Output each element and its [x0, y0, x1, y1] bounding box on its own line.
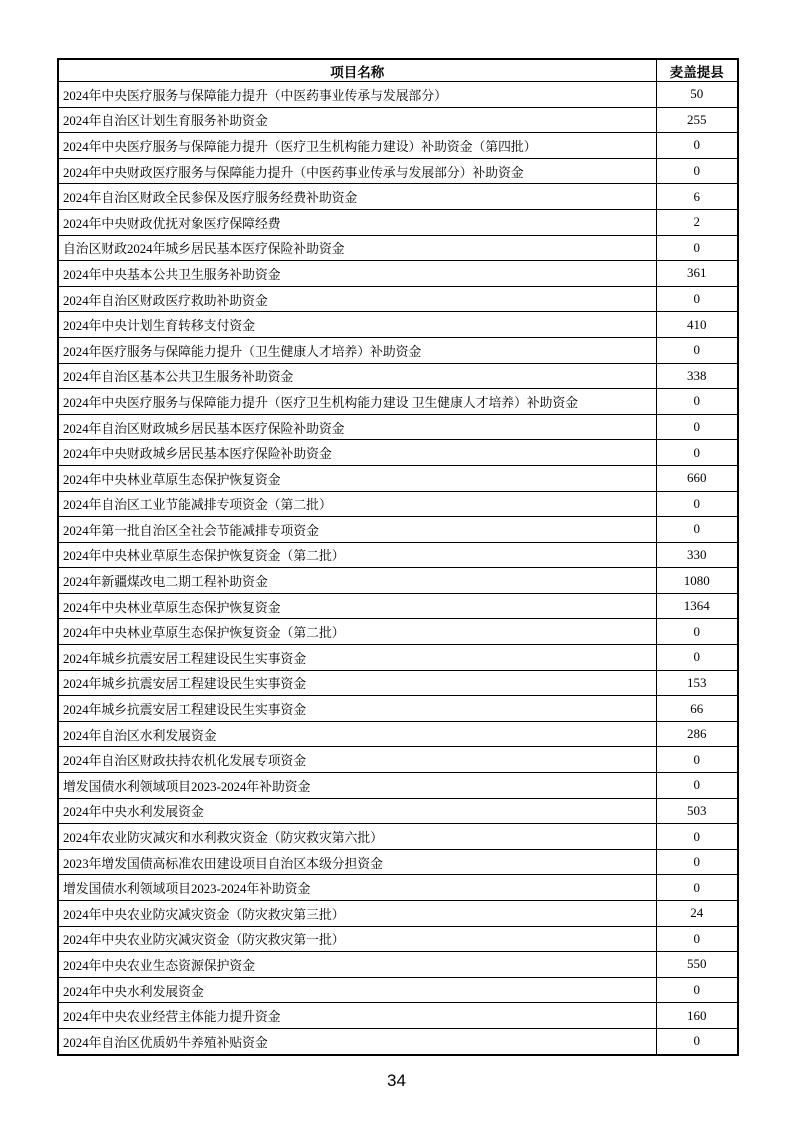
project-name-cell: 2024年自治区财政扶持农机化发展专项资金	[58, 747, 656, 773]
table-row	[58, 952, 738, 978]
table-row	[58, 440, 738, 466]
table-row	[58, 593, 738, 619]
table-row	[58, 798, 738, 824]
table-row	[58, 184, 738, 210]
table-row	[58, 747, 738, 773]
amount-cell: 330	[656, 542, 738, 568]
page-number: 34	[387, 1071, 406, 1090]
project-name-cell: 2024年中央林业草原生态保护恢复资金（第二批）	[58, 542, 656, 568]
table-row	[58, 491, 738, 517]
amount-cell: 0	[656, 133, 738, 159]
table-header-row	[58, 59, 738, 82]
table-row	[58, 977, 738, 1003]
project-name-cell: 自治区财政2024年城乡居民基本医疗保险补助资金	[58, 235, 656, 261]
amount-cell: 361	[656, 261, 738, 287]
project-name-cell: 2024年自治区计划生育服务补助资金	[58, 107, 656, 133]
project-name-cell: 2024年新疆煤改电二期工程补助资金	[58, 568, 656, 594]
project-name-cell: 2024年中央农业经营主体能力提升资金	[58, 1003, 656, 1029]
project-name-cell: 2024年中央农业生态资源保护资金	[58, 952, 656, 978]
table-row	[58, 849, 738, 875]
table-row	[58, 670, 738, 696]
project-name-cell: 2024年中央财政医疗服务与保障能力提升（中医药事业传承与发展部分）补助资金	[58, 158, 656, 184]
amount-cell: 0	[656, 491, 738, 517]
amount-cell: 0	[656, 645, 738, 671]
column-header-county: 麦盖提县	[656, 59, 738, 82]
project-name-cell: 2024年自治区优质奶牛养殖补贴资金	[58, 1028, 656, 1054]
amount-cell: 0	[656, 619, 738, 645]
amount-cell: 338	[656, 363, 738, 389]
project-name-cell: 2024年城乡抗震安居工程建设民生实事资金	[58, 645, 656, 671]
project-name-cell: 2024年自治区财政医疗救助补助资金	[58, 286, 656, 312]
amount-cell: 0	[656, 977, 738, 1003]
table-row	[58, 235, 738, 261]
project-name-cell: 2024年中央林业草原生态保护恢复资金（第二批）	[58, 619, 656, 645]
table-row	[58, 696, 738, 722]
table-row	[58, 389, 738, 415]
project-name-cell: 2024年农业防灾减灾和水利救灾资金（防灾救灾第六批）	[58, 824, 656, 850]
table-row	[58, 721, 738, 747]
amount-cell: 0	[656, 926, 738, 952]
project-name-cell: 2024年中央财政优抚对象医疗保障经费	[58, 209, 656, 235]
amount-cell: 0	[656, 773, 738, 799]
amount-cell: 2	[656, 209, 738, 235]
project-name-cell: 2024年中央医疗服务与保障能力提升（中医药事业传承与发展部分）	[58, 82, 656, 108]
amount-cell: 0	[656, 747, 738, 773]
amount-cell: 410	[656, 312, 738, 338]
table-row	[58, 824, 738, 850]
column-header-project-name: 项目名称	[58, 59, 656, 82]
table-row	[58, 414, 738, 440]
table-row	[58, 107, 738, 133]
amount-cell: 0	[656, 517, 738, 543]
amount-cell: 0	[656, 337, 738, 363]
table-row	[58, 773, 738, 799]
amount-cell: 0	[656, 235, 738, 261]
project-name-cell: 2024年中央财政城乡居民基本医疗保险补助资金	[58, 440, 656, 466]
project-name-cell: 2024年自治区财政全民参保及医疗服务经费补助资金	[58, 184, 656, 210]
table-row	[58, 261, 738, 287]
project-name-cell: 2024年城乡抗震安居工程建设民生实事资金	[58, 696, 656, 722]
table-row	[58, 133, 738, 159]
table-row	[58, 158, 738, 184]
project-name-cell: 2024年第一批自治区全社会节能减排专项资金	[58, 517, 656, 543]
table-row	[58, 363, 738, 389]
amount-cell: 0	[656, 875, 738, 901]
table-row	[58, 619, 738, 645]
amount-cell: 1080	[656, 568, 738, 594]
table-row	[58, 926, 738, 952]
project-name-cell: 2024年城乡抗震安居工程建设民生实事资金	[58, 670, 656, 696]
project-name-cell: 2024年中央基本公共卫生服务补助资金	[58, 261, 656, 287]
table-row	[58, 82, 738, 108]
amount-cell: 160	[656, 1003, 738, 1029]
project-name-cell: 2024年自治区财政城乡居民基本医疗保险补助资金	[58, 414, 656, 440]
amount-cell: 0	[656, 286, 738, 312]
table-row	[58, 568, 738, 594]
amount-cell: 286	[656, 721, 738, 747]
table-row	[58, 875, 738, 901]
table-row	[58, 901, 738, 927]
amount-cell: 550	[656, 952, 738, 978]
table-row	[58, 286, 738, 312]
table-row	[58, 209, 738, 235]
amount-cell: 503	[656, 798, 738, 824]
project-name-cell: 2024年中央水利发展资金	[58, 977, 656, 1003]
amount-cell: 0	[656, 414, 738, 440]
project-name-cell: 2024年中央水利发展资金	[58, 798, 656, 824]
project-name-cell: 2024年自治区水利发展资金	[58, 721, 656, 747]
project-name-cell: 2024年中央医疗服务与保障能力提升（医疗卫生机构能力建设 卫生健康人才培养）补助资金	[58, 389, 656, 415]
table-row	[58, 645, 738, 671]
amount-cell: 24	[656, 901, 738, 927]
amount-cell: 0	[656, 849, 738, 875]
table-row	[58, 1028, 738, 1054]
table-row	[58, 1003, 738, 1029]
project-name-cell: 2024年中央林业草原生态保护恢复资金	[58, 465, 656, 491]
project-name-cell: 2024年医疗服务与保障能力提升（卫生健康人才培养）补助资金	[58, 337, 656, 363]
table-body	[58, 82, 738, 1055]
table-row	[58, 517, 738, 543]
amount-cell: 153	[656, 670, 738, 696]
project-name-cell: 2024年中央林业草原生态保护恢复资金	[58, 593, 656, 619]
amount-cell: 1364	[656, 593, 738, 619]
amount-cell: 0	[656, 824, 738, 850]
amount-cell: 0	[656, 158, 738, 184]
budget-table	[57, 58, 739, 1056]
amount-cell: 0	[656, 1028, 738, 1054]
amount-cell: 0	[656, 440, 738, 466]
table-row	[58, 337, 738, 363]
project-name-cell: 2024年中央计划生育转移支付资金	[58, 312, 656, 338]
amount-cell: 0	[656, 389, 738, 415]
project-name-cell: 2024年中央农业防灾减灾资金（防灾救灾第三批）	[58, 901, 656, 927]
table-row	[58, 542, 738, 568]
project-name-cell: 2024年自治区基本公共卫生服务补助资金	[58, 363, 656, 389]
project-name-cell: 2024年自治区工业节能减排专项资金（第二批）	[58, 491, 656, 517]
project-name-cell: 2024年中央农业防灾减灾资金（防灾救灾第一批）	[58, 926, 656, 952]
amount-cell: 660	[656, 465, 738, 491]
project-name-cell: 2024年中央医疗服务与保障能力提升（医疗卫生机构能力建设）补助资金（第四批）	[58, 133, 656, 159]
project-name-cell: 2023年增发国债高标准农田建设项目自治区本级分担资金	[58, 849, 656, 875]
amount-cell: 255	[656, 107, 738, 133]
project-name-cell: 增发国债水利领域项目2023-2024年补助资金	[58, 773, 656, 799]
amount-cell: 66	[656, 696, 738, 722]
amount-cell: 50	[656, 82, 738, 108]
amount-cell: 6	[656, 184, 738, 210]
table-row	[58, 465, 738, 491]
project-name-cell: 增发国债水利领域项目2023-2024年补助资金	[58, 875, 656, 901]
table-row	[58, 312, 738, 338]
